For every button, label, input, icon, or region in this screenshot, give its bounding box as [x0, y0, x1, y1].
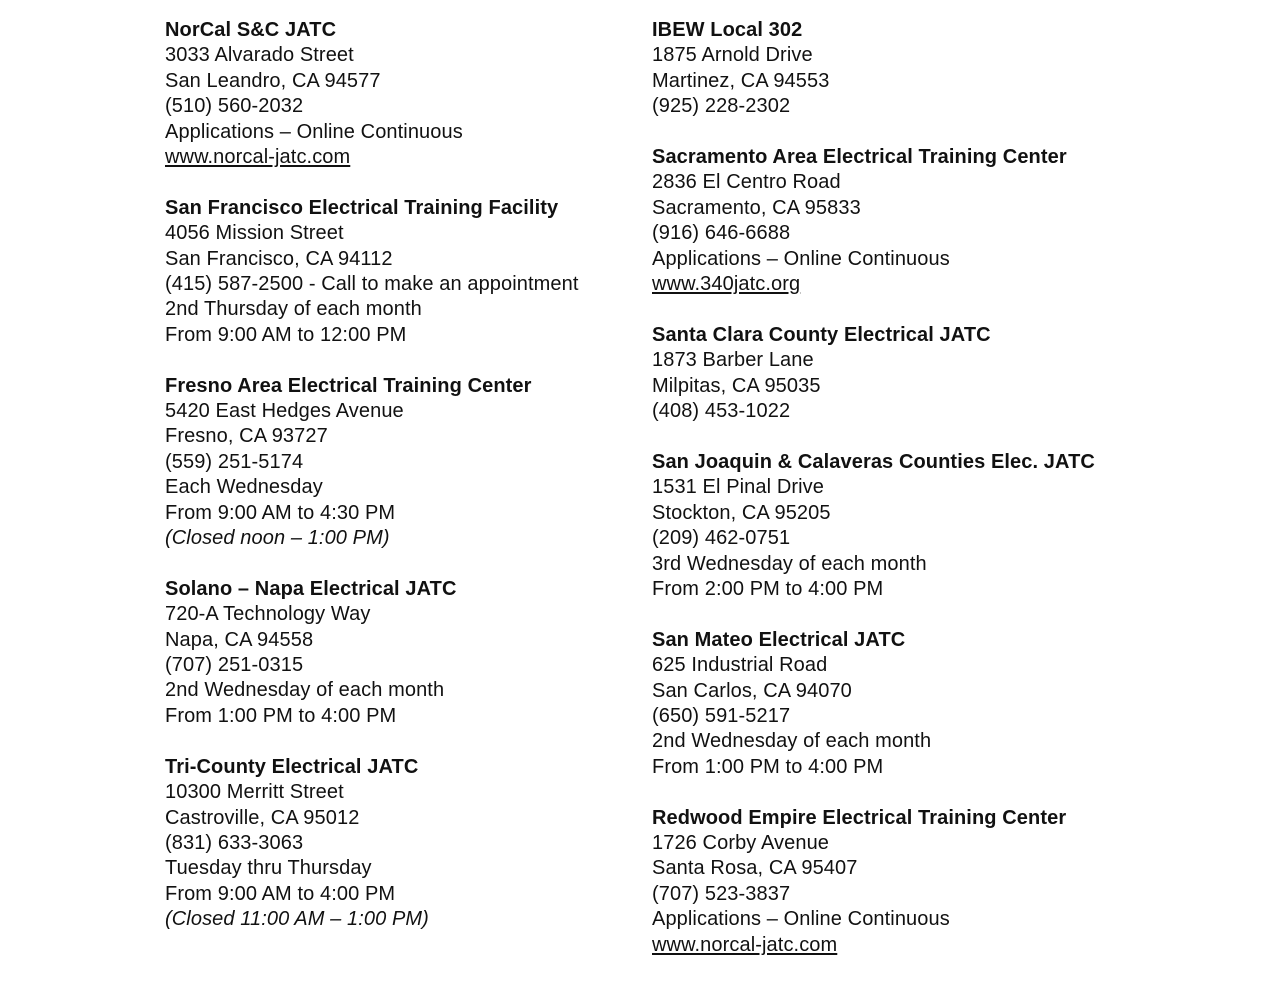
- location-name: San Joaquin & Calaveras Counties Elec. JATC: [652, 450, 1095, 473]
- location-entry-sacramento-area-electrical-training-center: [652, 145, 1122, 297]
- location-name: San Mateo Electrical JATC: [652, 628, 906, 651]
- location-detail-line: San Leandro, CA 94577: [165, 69, 381, 92]
- location-name: Redwood Empire Electrical Training Center: [652, 806, 1067, 829]
- location-name: Santa Clara County Electrical JATC: [652, 323, 991, 346]
- location-detail-line: (415) 587-2500 - Call to make an appointment: [165, 273, 579, 296]
- location-entry-san-francisco-electrical-training-facility: [165, 196, 635, 348]
- location-detail-line: Fresno, CA 93727: [165, 425, 328, 448]
- location-detail-line: (209) 462-0751: [652, 527, 791, 550]
- location-detail-line: Napa, CA 94558: [165, 628, 314, 651]
- location-detail-line: San Francisco, CA 94112: [165, 247, 393, 270]
- location-entry-san-joaquin-and-calaveras-counties-elec-jatc: [652, 450, 1122, 602]
- location-detail-line: 3rd Wednesday of each month: [652, 552, 927, 575]
- location-detail-line: Applications – Online Continuous: [652, 247, 950, 270]
- location-entry-redwood-empire-electrical-training-center: [652, 806, 1122, 958]
- location-detail-line: From 9:00 AM to 4:00 PM: [165, 882, 396, 905]
- location-detail-line: 4056 Mission Street: [165, 222, 344, 245]
- location-detail-line: San Carlos, CA 94070: [652, 679, 852, 702]
- location-detail-line: From 2:00 PM to 4:00 PM: [652, 577, 884, 600]
- location-detail-line: 1873 Barber Lane: [652, 349, 814, 372]
- location-detail-line: (510) 560-2032: [165, 95, 304, 118]
- website-link[interactable]: www.norcal-jatc.com: [165, 145, 351, 168]
- location-detail-line: (559) 251-5174: [165, 450, 304, 473]
- location-detail-line: 720-A Technology Way: [165, 603, 371, 626]
- location-entry-norcal-sandc-jatc: [165, 18, 635, 170]
- location-entry-ibew-local-302: [652, 18, 1122, 120]
- location-detail-line: Tuesday thru Thursday: [165, 857, 372, 880]
- location-detail-line: (916) 646-6688: [652, 222, 791, 245]
- location-name: Tri-County Electrical JATC: [165, 755, 419, 778]
- location-entry-tri-county-electrical-jatc: [165, 755, 635, 933]
- location-detail-line: Applications – Online Continuous: [652, 908, 950, 931]
- location-entry-san-mateo-electrical-jatc: [652, 628, 1122, 780]
- closed-hours-note: (Closed noon – 1:00 PM): [165, 527, 390, 550]
- closed-hours-note: (Closed 11:00 AM – 1:00 PM): [165, 908, 429, 931]
- location-detail-line: 2836 El Centro Road: [652, 171, 841, 194]
- location-detail-line: (707) 251-0315: [165, 654, 304, 677]
- location-detail-line: 1726 Corby Avenue: [652, 832, 830, 855]
- location-detail-line: Each Wednesday: [165, 476, 323, 499]
- location-detail-line: 10300 Merritt Street: [165, 781, 344, 804]
- location-detail-line: 2nd Wednesday of each month: [652, 730, 932, 753]
- location-detail-line: (650) 591-5217: [652, 704, 791, 727]
- website-link[interactable]: www.norcal-jatc.com: [652, 933, 838, 956]
- location-detail-line: 2nd Thursday of each month: [165, 298, 422, 321]
- location-entry-fresno-area-electrical-training-center: [165, 374, 635, 552]
- location-detail-line: Santa Rosa, CA 95407: [652, 857, 858, 880]
- location-detail-line: From 9:00 AM to 12:00 PM: [165, 323, 407, 346]
- location-detail-line: From 1:00 PM to 4:00 PM: [165, 704, 397, 727]
- location-entry-santa-clara-county-electrical-jatc: [652, 323, 1122, 425]
- location-detail-line: Applications – Online Continuous: [165, 120, 463, 143]
- location-entry-solano-napa-electrical-jatc: [165, 577, 635, 729]
- location-detail-line: (707) 523-3837: [652, 882, 791, 905]
- location-detail-line: Stockton, CA 95205: [652, 501, 831, 524]
- location-name: Fresno Area Electrical Training Center: [165, 374, 532, 397]
- location-name: San Francisco Electrical Training Facility: [165, 196, 559, 219]
- right-column: [652, 18, 1122, 984]
- location-detail-line: (925) 228-2302: [652, 95, 791, 118]
- location-detail-line: Sacramento, CA 95833: [652, 196, 861, 219]
- location-detail-line: Milpitas, CA 95035: [652, 374, 821, 397]
- location-detail-line: 1875 Arnold Drive: [652, 44, 813, 67]
- location-detail-line: 625 Industrial Road: [652, 654, 828, 677]
- location-name: IBEW Local 302: [652, 19, 803, 41]
- location-detail-line: 3033 Alvarado Street: [165, 44, 354, 67]
- location-detail-line: Castroville, CA 95012: [165, 806, 360, 829]
- location-name: NorCal S&C JATC: [165, 19, 337, 41]
- location-detail-line: From 9:00 AM to 4:30 PM: [165, 501, 396, 524]
- location-detail-line: 2nd Wednesday of each month: [165, 679, 445, 702]
- location-name: Solano – Napa Electrical JATC: [165, 577, 457, 600]
- location-detail-line: 1531 El Pinal Drive: [652, 476, 824, 499]
- location-detail-line: (408) 453-1022: [652, 400, 791, 423]
- website-link[interactable]: www.340jatc.org: [652, 273, 801, 296]
- location-detail-line: (831) 633-3063: [165, 831, 304, 854]
- location-name: Sacramento Area Electrical Training Center: [652, 146, 1067, 169]
- location-detail-line: Martinez, CA 94553: [652, 69, 830, 92]
- location-detail-line: From 1:00 PM to 4:00 PM: [652, 755, 884, 778]
- location-detail-line: 5420 East Hedges Avenue: [165, 400, 404, 423]
- left-column: [165, 18, 635, 958]
